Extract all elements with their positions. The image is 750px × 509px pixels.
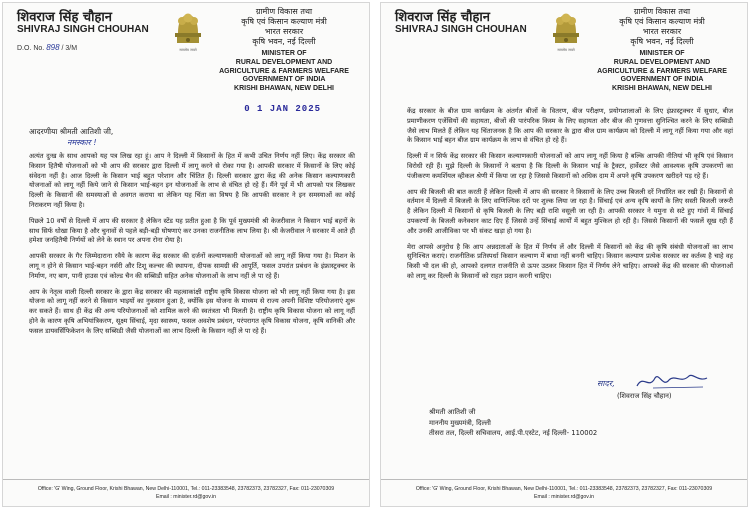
emblem-caption: सत्यमेव जयते — [557, 48, 575, 52]
paragraph: मेरा आपसे अनुरोध है कि आप अन्नदाताओं के हित में निर्णय लें और दिल्ली में किसानों को केंद्र की कृषि संबंधी योजनाओं का लाभ सुनिश्चित कराएं। राजनीतिक प्रतिस्पर्धा किसान कल्याण में बाधा नहीं बननी चाहिए। किसान कल्याण प्रत्येक सरकार का कर्तव्य है चाहे वह किसी भी दल की हो, आपको दलगत राजनीति से ऊपर उठकर किसान हित में निर्णय लेने चाहिए। आपको केंद्र की सरकार की योजनाओं को लागू कर दिल्ली के किसानों को राहत प्रदान करनी चाहिए। — [407, 242, 733, 280]
footer-address: Office: 'G' Wing, Ground Floor, Krishi Bhawan, New Delhi-110001, Tel.: 011-23383548, 23782373, 23782327, Fax: 011-23070309 — [415, 486, 713, 492]
sender-name-hindi: शिवराज सिंह चौहान — [17, 10, 112, 25]
ministry-block — [587, 7, 737, 94]
ministry-hindi-4: कृषि भवन, नई दिल्ली — [630, 37, 694, 46]
footer-address: Office: 'G' Wing, Ground Floor, Krishi Bhawan, New Delhi-110001, Tel.: 011-23383548, 23782373, 23782327, Fax: 011-23070309 — [37, 486, 335, 492]
do-suffix: / 3/M — [61, 45, 78, 52]
recipient-name: श्रीमती आतिशी जी — [429, 408, 476, 416]
do-number-value: 898 — [46, 43, 60, 52]
national-emblem-icon — [171, 9, 205, 55]
letter-body-1 — [29, 152, 355, 343]
paragraph: दिल्ली में न सिर्फ केंद्र सरकार की किसान कल्याणकारी योजनाओं को आप लागू नहीं किया है बल्कि आपकी नीतियां भी कृषि एवं किसान विरोधी रही हैं। मुझे दिल्ली के किसानों ने बताया है कि दिल्ली के किसान भाई के ट्रैक्टर, हार्वेस्टर जैसे आवश्यक कृषि उपकरणों का पंजीकरण कमर्शियल व्हीकल श्रेणी में किया जा रहा है जिससे किसानों को अधिक दाम में अपने कृषि उपकरण खरीदने पड़ रहे हैं। — [407, 152, 733, 180]
closing-text: सादर, — [597, 379, 615, 388]
recipient-address: तीसरा तल, दिल्ली सचिवालय, आई.पी.एस्टेट, नई दिल्ली- 110002 — [429, 429, 598, 437]
ministry-english-3: AGRICULTURE & FARMERS WELFARE — [597, 67, 727, 75]
emblem-caption: सत्यमेव जयते — [179, 48, 197, 52]
paragraph: आपकी सरकार के गैर जिम्मेदाराना रवैये के कारण केंद्र सरकार की दर्जनों कल्याणकारी योजनाओं को लागू नहीं किया गया है। मिशन के लागू न होने से किसान भाई-बहन नर्सरी और टिशू कल्चर की स्थापना, दीपक सामग्री की आपूर्ति, फसल उपरांत प्रबंधन के इंफ्रास्ट्रक्चर के निर्माण, नए बाग, पानी हाउस एवं कोल्ड चैन की सब्सिडी सहित अनेक योजनाओं के लाभ नहीं ले पा रहे हैं। — [29, 252, 355, 280]
salutation: आदरणीया श्रीमती आतिशी जी, — [29, 127, 114, 136]
signatory-name: (शिवराज सिंह चौहान) — [617, 392, 672, 400]
greeting: नमस्कार ! — [67, 138, 97, 147]
ministry-english-4: GOVERNMENT OF INDIA — [620, 76, 704, 84]
letter-page-1 — [2, 2, 370, 507]
footer-email: Email : minister.rd@gov.in — [534, 494, 594, 500]
sender-name-english: SHIVRAJ SINGH CHOUHAN — [395, 24, 527, 35]
ministry-hindi-4: कृषि भवन, नई दिल्ली — [252, 37, 316, 46]
ministry-english-3: AGRICULTURE & FARMERS WELFARE — [219, 67, 349, 75]
ministry-hindi-2: कृषि एवं किसान कल्याण मंत्री — [241, 17, 327, 26]
ministry-hindi-1: ग्रामीण विकास तथा — [633, 7, 691, 16]
recipient-title: माननीय मुख्यमंत्री, दिल्ली — [429, 418, 491, 427]
ministry-english-5: KRISHI BHAWAN, NEW DELHI — [234, 85, 334, 93]
ministry-english-2: RURAL DEVELOPMENT AND — [613, 58, 711, 66]
letter-footer — [3, 479, 369, 506]
ministry-hindi-2: कृषि एवं किसान कल्याण मंत्री — [619, 17, 705, 26]
ministry-hindi-3: भारत सरकार — [264, 27, 304, 36]
footer-email: Email : minister.rd@gov.in — [156, 494, 216, 500]
sender-name-english: SHIVRAJ SINGH CHOUHAN — [17, 24, 149, 35]
paragraph: आप की बिजली की बात करती हैं लेकिन दिल्ली में आप की सरकार ने किसानों के लिए उच्च बिजली दरें निर्धारित कर रखी हैं। किसानों से वर्तमान में दिल्ली में बिजली के लिए वाणिज्यिक दरों पर शुल्क लिया जा रहा है। सिंचाई एवं अन्य कृषि कार्यों के लिए सस्ती बिजली जरूरी है लेकिन दिल्ली में किसानों से कृषि बिजली के लिए बड़ी राशि वसूली जा रही है। आपकी सरकार ने यमुना से सटे हुए गांवों में सिंचाई उपकरणों के बिजली कनेक्शन काट दिए हैं जिससे उन्हें सिंचाई कार्यों में बहुत मुश्किल हो रही है। जिससे किसानों की फसलें सूख रही हैं और उनकी आजीविका पर भी संकट खड़ा हो गया है। — [407, 187, 733, 235]
do-label: D.O. No. — [17, 45, 47, 52]
recipient-block — [429, 407, 597, 439]
do-number — [17, 43, 77, 52]
sender-name-hindi: शिवराज सिंह चौहान — [395, 10, 490, 25]
paragraph: केंद्र सरकार के बीज ग्राम कार्यक्रम के अंतर्गत बीजों के वितरण, बीज परीक्षण, प्रयोगशालाओं के लिए इंफ्रास्ट्रक्चर में सुधार, बीज प्रमाणीकरण एजेंसियों की सहायता, बीजों की पारंपरिक किस्म के लिए सहायता और बीज की गुणवत्ता सुनिश्चित करने के लिए सब्सिडी जैसे लाभ मिलते हैं लेकिन यह चिंताजनक है कि आप की सरकार के द्वारा बीज ग्राम कार्यक्रम को दिल्ली में लागू नहीं किया गया और वहां के किसान भाई बहन बीज ग्राम कार्यक्रम के लाभ से वंचित हो रहे हैं। — [407, 107, 733, 145]
ministry-hindi-3: भारत सरकार — [642, 27, 682, 36]
ministry-english-1: MINISTER OF — [639, 50, 685, 57]
national-emblem-icon — [549, 9, 583, 55]
paragraph: पिछले 10 वर्षों से दिल्ली में आप की सरकार है लेकिन स्टेंड यह प्रतीत हुआ है कि पूर्व मुख्यमंत्री श्री केजरीवाल ने किसान भाई बहनों के साथ सिर्फ धोखा किया है और चुनावों से पहले बड़ी-बड़ी घोषणाएं कर उनका राजनीतिक लाभ लिया है। श्री केजरीवाल ने सरकार में आते ही हमेशा जनहितैषी निर्णयों को लेने के स्थान पर अपना रोना रोया है। — [29, 216, 355, 245]
paragraph: आप के नेतृत्व वाली दिल्ली सरकार के द्वारा केंद्र सरकार की महत्वाकांक्षी राष्ट्रीय कृषि विकास योजना को भी लागू नहीं किया गया है। इस योजना को लागू नहीं करने से किसान भाइयों का नुकसान हुआ है, क्योंकि इस योजना के माध्यम से राज्य अपनी विशिष्ट परियोजनाएं शुरू कर सकते हैं। साथ ही केंद्र की अन्य परियोजनाओं को शामिल करने की स्वतंत्रता भी मिलती है। राष्ट्रीय कृषि विकास योजना को लागू नहीं होने के कारण कृषि अभियांत्रिकरण, सूक्ष्म सिंचाई, मृदा स्वास्थ्य, फसल अवशेष प्रबंधन, परंपरागत कृषि विकास योजना, कृषि वानिकी और फसल डायवर्सिफिकेशन के लिए सब्सिडी जैसी योजनाओं का लाभ दिल्ली के किसान नहीं ले पा रहे हैं। — [29, 287, 355, 335]
ministry-hindi-1: ग्रामीण विकास तथा — [255, 7, 313, 16]
letter-footer — [381, 479, 747, 506]
ministry-english-1: MINISTER OF — [261, 50, 307, 57]
ministry-english-4: GOVERNMENT OF INDIA — [242, 76, 326, 84]
date-stamp: 0 1 JAN 2025 — [244, 104, 321, 114]
ministry-english-5: KRISHI BHAWAN, NEW DELHI — [612, 85, 712, 93]
letter-page-2 — [380, 2, 748, 507]
ministry-block — [209, 7, 359, 94]
ministry-english-2: RURAL DEVELOPMENT AND — [235, 58, 333, 66]
letter-body-2 — [407, 107, 733, 288]
paragraph: अत्यंत दुःख के साथ आपको यह पत्र लिख रहा हूं। आप ने दिल्ली में किसानों के हित में कभी उचित निर्णय नहीं लिए। केंद्र सरकार की किसान हितैषी योजनाओं को भी आप की सरकार द्वारा दिल्ली में लागू करने से रोका गया है। आपकी सरकार में किसानों के लिए कोई संवेदना नहीं है। आज दिल्ली के किसान भाई बहुत परेशान और चिंतित हैं। दिल्ली सरकार द्वारा केंद्र की अनेक किसान कल्याणकारी योजनाओं को लागू नहीं किये जाने से किसान भाई-बहन इन योजनाओं के लाभ से वंचित हो रहे हैं। मैंने पूर्व में भी आपको पत्र लिखकर दिल्ली के किसानों की समस्याओं से अवगत कराया था लेकिन यह चिंता का विषय है कि आपकी सरकार ने इन समस्याओं का कोई निराकरण नहीं किया है। — [29, 152, 355, 209]
